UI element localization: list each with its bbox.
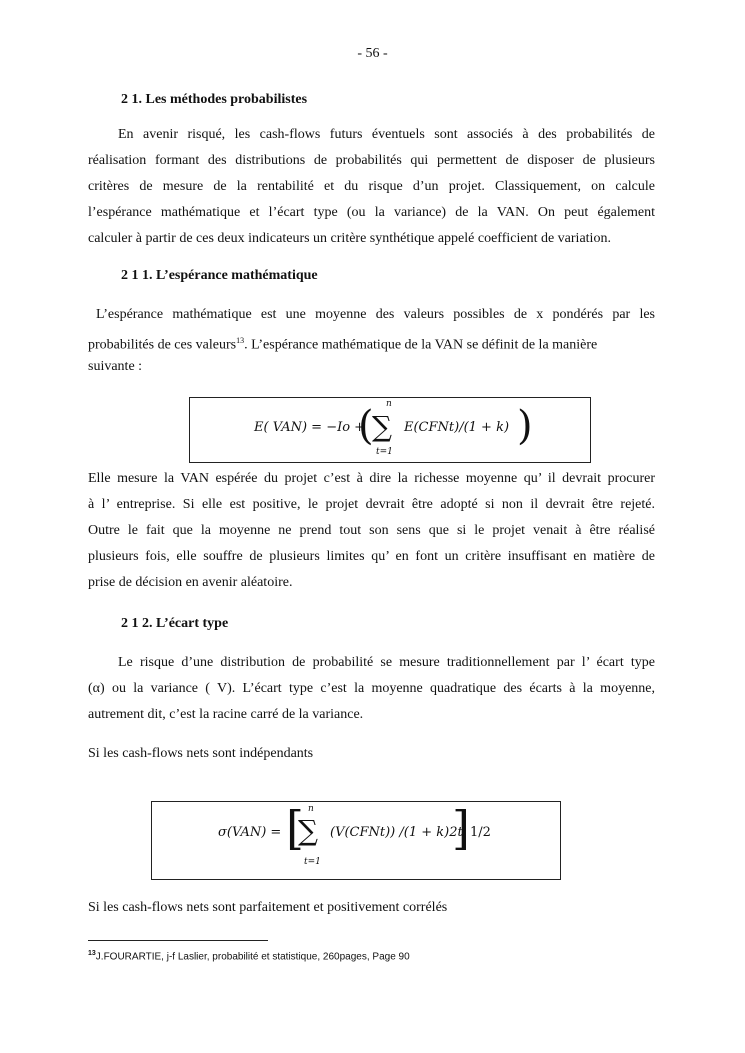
paragraph-ecart	[88, 650, 655, 728]
text-line: réalisation formant des distributions de probabilités qui permettent de disposer de plusieurs	[88, 153, 655, 168]
equation-body: (V(CFNt)) /(1 + k)2t	[330, 825, 463, 840]
equation-lhs: E( VAN) = −Io +	[254, 420, 366, 435]
paragraph-independants	[88, 741, 655, 767]
section-heading-ecart: 2 1 2. L’écart type	[121, 616, 229, 631]
text-line: En avenir risqué, les cash-flows futurs éventuels sont associés à des probabilités de	[118, 127, 655, 142]
equation-ecart-box	[151, 801, 561, 880]
text-line: (α) ou la variance ( V). L’écart type c’est la moyenne quadratique des écarts à la moyenne,	[88, 681, 655, 696]
text-line: probabilités de ces valeurs$^{13}$. L’espérance mathématique de la VAN se définit de la manière	[88, 336, 598, 353]
sum-symbol: ∑	[372, 410, 392, 443]
sum-upper-limit: n	[386, 399, 392, 409]
sum-lower-limit: t=1	[304, 857, 321, 867]
text-line: autrement dit, c’est la racine carré de la variance.	[88, 707, 364, 722]
footnote-ref[interactable]: 13	[236, 336, 245, 345]
text-line: critères de mesure de la rentabilité et du risque d’un projet. Classiquement, on calcule	[88, 179, 655, 194]
footnote-text: J.FOURARTIE, j-f Laslier, probabilité et statistique, 260pages, Page 90	[95, 951, 410, 963]
page-number: - 56 -	[357, 46, 388, 61]
text-line: calculer à partir de ces deux indicateurs un critère synthétique appelé coefficient de variation.	[88, 231, 611, 246]
text-line: suivante :	[88, 359, 143, 374]
text-line: prise de décision en avenir aléatoire.	[88, 575, 293, 590]
paragraph-mesure	[88, 466, 655, 596]
right-bracket: ]	[452, 801, 470, 855]
text-line: plusieurs fois, elle souffre de plusieurs limites qu’ en font un critère insuffisant en matière de	[88, 549, 655, 564]
equation-lhs: σ(VAN) =	[218, 825, 282, 840]
paragraph-correles	[88, 895, 655, 921]
footnote	[88, 950, 410, 962]
paragraph-intro	[88, 122, 655, 252]
text-line: Si les cash-flows nets sont indépendants	[88, 746, 314, 761]
text-line: Le risque d’une distribution de probabilité se mesure traditionnellement par l’ écart type	[118, 655, 655, 670]
equation-body: E(CFNt)/(1 + k)	[404, 420, 510, 435]
section-heading-methods: 2 1. Les méthodes probabilistes	[121, 92, 308, 107]
text-line: Elle mesure la VAN espérée du projet c’est à dire la richesse moyenne qu’ il devrait procurer	[88, 471, 655, 486]
left-paren: (	[358, 403, 374, 449]
sum-lower-limit: t=1	[376, 447, 393, 457]
text-line: Outre le fait que la moyenne ne prend tout son sens que si le projet venait à être réalisé	[88, 523, 655, 538]
text-line: l’espérance mathématique et l’écart type (ou la variance) de la VAN. On peut également	[88, 205, 655, 220]
sum-upper-limit: n	[308, 804, 314, 814]
paragraph-esperance	[88, 302, 655, 380]
text-line: à l’ entreprise. Si elle est positive, le projet devrait être adopté si non il devrait être rejeté.	[88, 497, 655, 512]
right-paren: )	[517, 403, 533, 449]
footnote-divider	[88, 940, 268, 941]
section-heading-esperance: 2 1 1. L’espérance mathématique	[121, 268, 318, 283]
sum-symbol: ∑	[298, 814, 318, 847]
text-line: L’espérance mathématique est une moyenne des valeurs possibles de x pondérés par les	[96, 307, 655, 322]
equation-exponent: 1/2	[470, 825, 491, 840]
left-bracket: [	[286, 801, 304, 855]
footnote-marker: 13	[88, 950, 96, 957]
text-line: Si les cash-flows nets sont parfaitement et positivement corrélés	[88, 900, 448, 915]
equation-esperance-box	[189, 397, 591, 463]
